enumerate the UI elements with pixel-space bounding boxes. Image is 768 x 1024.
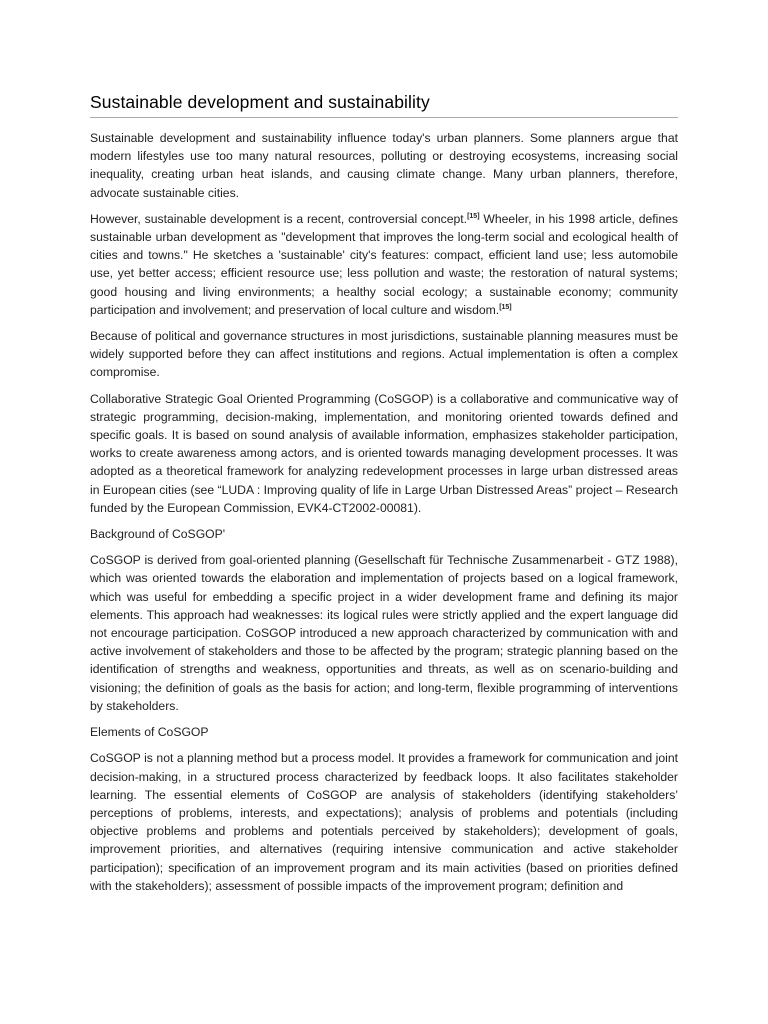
- paragraph-text: Wheeler, in his 1998 article, defines sustainable urban development as "development that improves the long-term social and ecological health of cities and towns." He sketches a 'sustainable' city's features: compact, efficient land use; less automobile use, yet better access; efficient resource use; less pollution and waste; the restoration of natural systems; good housing and living environments; a healthy social ecology; a sustainable economy; community participation and involvement; and preservation of local culture and wisdom.: [90, 211, 678, 317]
- paragraph-cosgop-elements: CoSGOP is not a planning method but a process model. It provides a framework for communication and joint decision-making, in a structured process characterized by feedback loops. It also facilitates stakeholder learning. The essential elements of CoSGOP are analysis of stakeholders (identifying stakeholders’ perceptions of problems, interests, and expectations); analysis of problems and potentials (including objective problems and problems and potentials perceived by stakeholders); development of goals, improvement priorities, and alternatives (requiring intensive communication and active stakeholder participation); specification of an improvement program and its main activities (based on priorities defined with the stakeholders); assessment of possible impacts of the improvement program; definition and: [90, 751, 678, 893]
- document-page: [90, 92, 678, 903]
- citation-link[interactable]: [15]: [467, 212, 480, 220]
- section-title: Sustainable development and sustainability: [90, 92, 678, 118]
- paragraph-cosgop-intro: Collaborative Strategic Goal Oriented Programming (CoSGOP) is a collaborative and communicative way of strategic programming, decision-making, implementation, and monitoring oriented towards defined and specific goals. It is based on sound analysis of available information, emphasizes stakeholder participation, works to create awareness among actors, and is oriented towards managing development processes. It was adopted as a theoretical framework for analyzing redevelopment processes in large urban distressed areas in European cities (see “LUDA : Improving quality of life in Large Urban Distressed Areas” project – Research funded by the European Commission, EVK4-CT2002-00081).: [90, 391, 678, 515]
- paragraph-governance: Because of political and governance structures in most jurisdictions, sustainable planning measures must be widely supported before they can affect institutions and regions. Actual implementation is often a complex compromise.: [90, 329, 678, 380]
- paragraph-cosgop-background: CoSGOP is derived from goal-oriented planning (Gesellschaft für Technische Zusammenarbeit - GTZ 1988), which was oriented towards the elaboration and implementation of projects based on a logical framework, which was useful for embedding a specific project in a wider development frame and defining its major elements. This approach had weaknesses: its logical rules were strictly applied and the expert language did not encourage participation. CoSGOP introduced a new approach characterized by communication with and active involvement of stakeholders and those to be affected by the program; strategic planning based on the identification of strengths and weakness, opportunities and threats, as well as on scenario-building and visioning; the definition of goals as the basis for action; and long-term, flexible programming of interventions by stakeholders.: [90, 553, 678, 713]
- paragraph-text: However, sustainable development is a recent, controversial concept.: [90, 211, 468, 226]
- paragraph-urban-planners: Sustainable development and sustainability influence today's urban planners. Some planners argue that modern lifestyles use too many natural resources, polluting or destroying ecosystems, increasing social inequality, creating urban heat islands, and causing climate change. Many urban planners, therefore, advocate sustainable cities.: [90, 131, 678, 200]
- subheading-background: Background of CoSGOP': [90, 527, 226, 542]
- paragraph-wheeler-definition: [90, 210, 678, 319]
- citation-link[interactable]: [15]: [499, 303, 512, 311]
- document-body: [90, 129, 678, 895]
- subheading-elements: Elements of CoSGOP: [90, 725, 209, 740]
